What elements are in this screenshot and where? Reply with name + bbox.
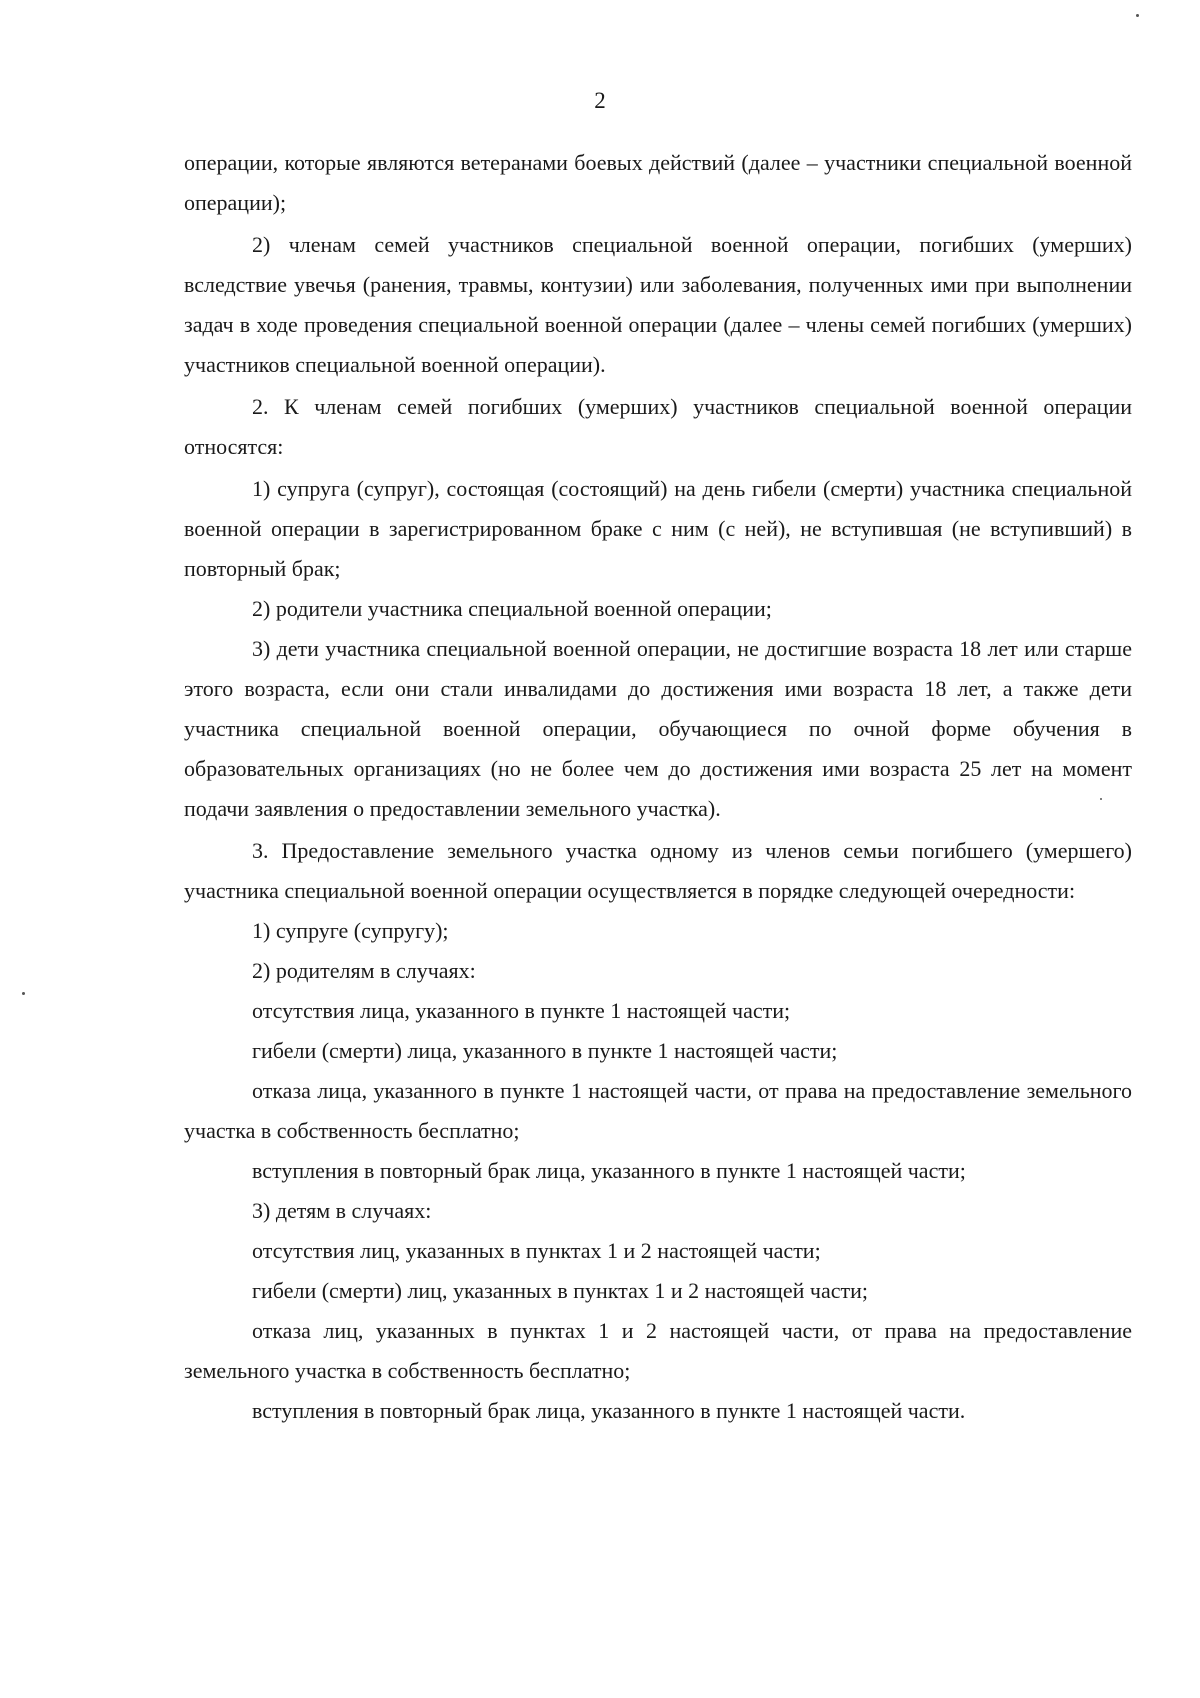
paragraph-item-2-family-members: 2) членам семей участников специальной военной операции, погибших (умерших) вследствие увечья (ранения, травмы, контузии) или заболевания, полученных ими при выполнении задач в ходе проведения специальной военной операции (далее – члены семей погибших (умерших) участников специальной военной операции). bbox=[184, 232, 1132, 377]
scan-speck bbox=[1100, 798, 1102, 800]
paragraph-part-3-order: 3. Предоставление земельного участка одному из членов семьи погибшего (умершего) участника специальной военной операции осуществляется в порядке следующей очередности: bbox=[184, 838, 1132, 903]
list-item-absence-1: отсутствия лица, указанного в пункте 1 настоящей части; bbox=[252, 998, 791, 1023]
page-number: 2 bbox=[594, 88, 606, 113]
paragraph-spouse: 1) супруга (супруг), состоящая (состоящий) на день гибели (смерти) участника специальной военной операции в зарегистрированном браке с ним (с ней), не вступившая (не вступивший) в повторный брак; bbox=[184, 476, 1132, 581]
list-item-remarriage-final: вступления в повторный брак лица, указанного в пункте 1 настоящей части. bbox=[252, 1398, 966, 1423]
list-item-children-cases: 3) детям в случаях: bbox=[252, 1198, 432, 1223]
scan-speck bbox=[1136, 14, 1139, 17]
list-item-death-1-2: гибели (смерти) лиц, указанных в пунктах 1 и 2 настоящей части; bbox=[252, 1278, 868, 1303]
list-item-refusal-1-2: отказа лиц, указанных в пунктах 1 и 2 настоящей части, от права на предоставление земельного участка в собственность бесплатно; bbox=[184, 1318, 1132, 1383]
paragraph-parents: 2) родители участника специальной военной операции; bbox=[252, 596, 772, 621]
list-item-death-1: гибели (смерти) лица, указанного в пункте 1 настоящей части; bbox=[252, 1038, 838, 1063]
list-item-spouse: 1) супруге (супругу); bbox=[252, 918, 449, 943]
scan-speck bbox=[22, 992, 25, 995]
list-item-remarriage-1: вступления в повторный брак лица, указанного в пункте 1 настоящей части; bbox=[252, 1158, 966, 1183]
document-body bbox=[184, 143, 1132, 1431]
list-item-parents-cases: 2) родителям в случаях: bbox=[252, 958, 476, 983]
list-item-refusal-1: отказа лица, указанного в пункте 1 настоящей части, от права на предоставление земельного участка в собственность бесплатно; bbox=[184, 1078, 1132, 1143]
paragraph-children: 3) дети участника специальной военной операции, не достигшие возраста 18 лет или старше этого возраста, если они стали инвалидами до достижения ими возраста 18 лет, а также дети участника специальной военной операции, обучающиеся по очной форме обучения в образовательных организациях (но не более чем до достижения ими возраста 25 лет на момент подачи заявления о предоставлении земельного участка). bbox=[184, 636, 1132, 821]
paragraph-continuation: операции, которые являются ветеранами боевых действий (далее – участники специальной военной операции); bbox=[184, 150, 1132, 215]
paragraph-part-2-heading: 2. К членам семей погибших (умерших) участников специальной военной операции относятся: bbox=[184, 394, 1132, 459]
list-item-absence-1-2: отсутствия лиц, указанных в пунктах 1 и 2 настоящей части; bbox=[252, 1238, 821, 1263]
